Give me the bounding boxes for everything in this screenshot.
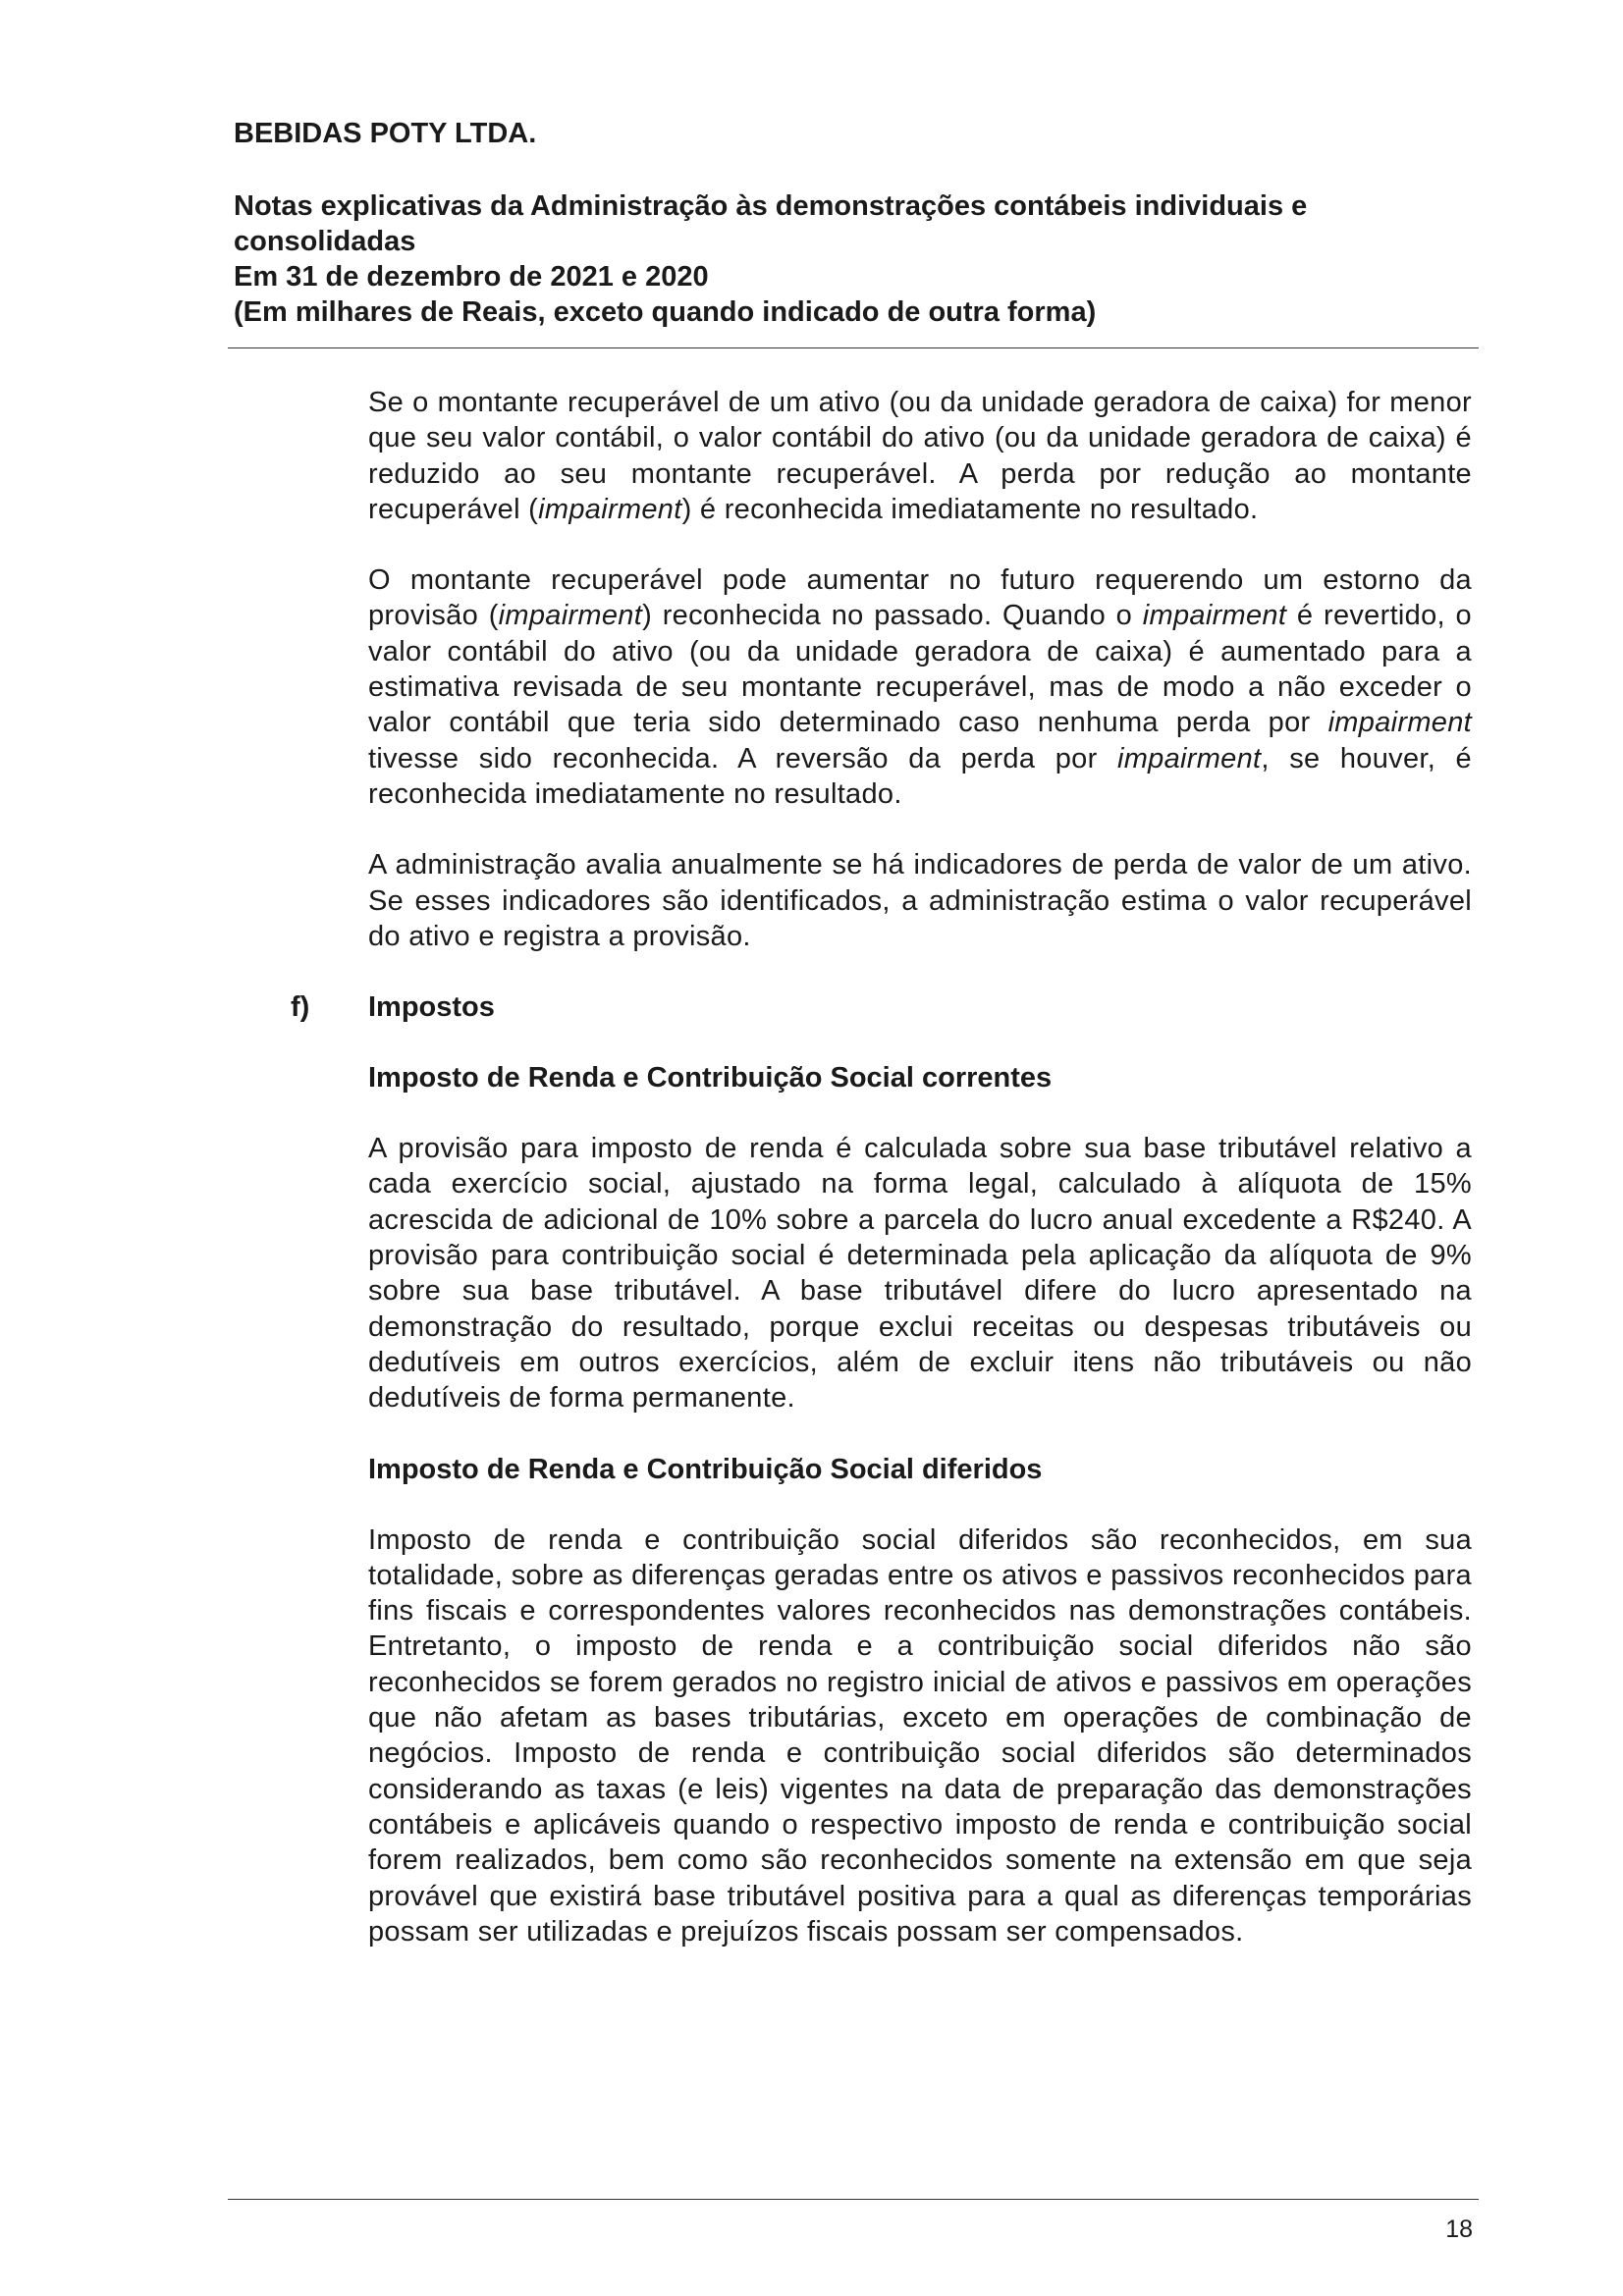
text-run: Se o montante recuperável de um ativo (ou da unidade geradora de caixa) for menor que seu valor contábil, o valor contábil do ativo (ou da unidade geradora de caixa) é reduzido ao seu montante recuperável. A perda por redução ao montante recuperável (	[368, 387, 1472, 525]
paragraph-current-taxes: A provisão para imposto de renda é calculada sobre sua base tributável relativo a cada exercício social, ajustado na forma legal, calculado à alíquota de 15% acrescida de adicional de 10% sobre a parcela do lucro anual excedente a R$240. A provisão para contribuição social é determinada pela aplicação da alíquota de 9% sobre sua base tributável. A base tributável difere do lucro apresentado na demonstração do resultado, porque exclui receitas ou despesas tributáveis ou dedutíveis em outros exercícios, além de excluir itens não tributáveis ou não dedutíveis de forma permanente.	[368, 1133, 1472, 1415]
italic-term: impairment	[538, 493, 682, 525]
report-units: (Em milhares de Reais, exceto quando indicado de outra forma)	[234, 296, 1097, 328]
text-run: tivesse sido reconhecida. A reversão da perda por	[368, 742, 1117, 774]
company-name: BEBIDAS POTY LTDA.	[234, 118, 537, 149]
text-run: , se houver, é reconhecida imediatamente no resultado.	[368, 742, 1472, 810]
paragraph-impairment-loss	[368, 385, 1472, 527]
section-impostos	[291, 989, 1472, 1025]
subheading-current-taxes: Imposto de Renda e Contribuição Social correntes	[368, 1062, 1053, 1095]
text-run: ) reconhecida no passado. Quando o	[642, 600, 1143, 632]
header-divider	[228, 347, 1479, 348]
footer-divider	[228, 2199, 1479, 2200]
subheading-deferred-taxes: Imposto de Renda e Contribuição Social diferidos	[368, 1453, 1043, 1485]
text-run: O montante recuperável pode aumentar no futuro requerendo um estorno da provisão (	[368, 564, 1472, 632]
text-run: é revertido, o valor contábil do ativo (ou da unidade geradora de caixa) é aumentado para a estimativa revisada de seu montante recuperável, mas de modo a não exceder o valor contábil que teria sido determinado caso nenhuma perda por	[368, 600, 1472, 739]
page-body	[291, 385, 1472, 1985]
italic-term: impairment	[498, 600, 643, 632]
page-number: 18	[1445, 2216, 1473, 2243]
paragraph-deferred-taxes: Imposto de renda e contribuição social diferidos são reconhecidos, em sua totalidade, sobre as diferenças geradas entre os ativos e passivos reconhecidos para fins fiscais e correspondentes valores reconhecidos nas demonstrações contábeis. Entretanto, o imposto de renda e a contribuição social diferidos não são reconhecidos se forem gerados no registro inicial de ativos e passivos em operações que não afetam as bases tributárias, exceto em operações de combinação de negócios. Imposto de renda e contribuição social diferidos são determinados considerando as taxas (e leis) vigentes na data de preparação das demonstrações contábeis e aplicáveis quando o respectivo imposto de renda e contribuição social forem realizados, bem como são reconhecidos somente na extensão em que seja provável que existirá base tributável positiva para a qual as diferenças temporárias possam ser utilizadas e prejuízos fiscais possam ser compensados.	[368, 1523, 1472, 1948]
paragraph-annual-assessment: A administração avalia anualmente se há indicadores de perda de valor de um ativo. Se esses indicadores são identificados, a administração estima o valor recuperável do ativo e registra a provisão.	[368, 849, 1472, 952]
section-title: Impostos	[368, 991, 495, 1024]
report-title-line-1: Notas explicativas da Administração às demonstrações contábeis individuais e	[234, 190, 1308, 222]
report-date: Em 31 de dezembro de 2021 e 2020	[234, 261, 709, 293]
text-run: ) é reconhecida imediatamente no resultado.	[681, 493, 1259, 525]
page-header	[234, 116, 1481, 330]
italic-term: impairment	[1116, 742, 1262, 774]
section-letter: f)	[291, 991, 310, 1024]
italic-term: impairment	[1142, 600, 1287, 632]
report-title-line-2: consolidadas	[234, 226, 416, 257]
paragraph-impairment-reversal	[368, 562, 1472, 812]
italic-term: impairment	[1327, 707, 1472, 739]
